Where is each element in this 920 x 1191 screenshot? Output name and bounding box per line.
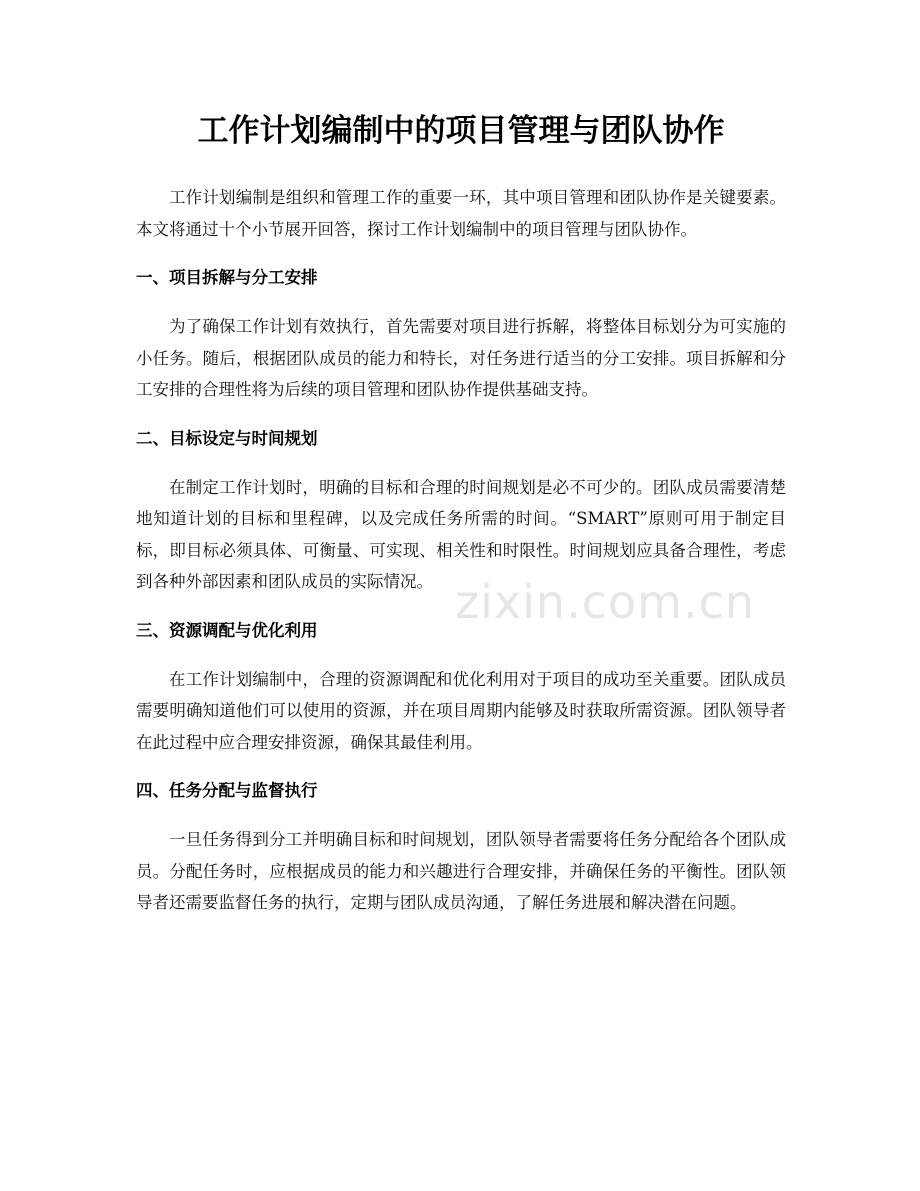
section-heading: 三、资源调配与优化利用 [136, 620, 318, 640]
intro-paragraph: 工作计划编制是组织和管理工作的重要一环，其中项目管理和团队协作是关键要素。本文将通过十个小节展开回答，探讨工作计划编制中的项目管理与团队协作。 [136, 188, 786, 239]
page-title: 工作计划编制中的项目管理与团队协作 [197, 113, 725, 149]
section-4 [136, 776, 786, 919]
section-paragraph: 为了确保工作计划有效执行，首先需要对项目进行拆解，将整体目标划分为可实施的小任务。随后，根据团队成员的能力和特长，对任务进行适当的分工安排。项目拆解和分工安排的合理性将为后续的项目管理和团队协作提供基础支持。 [136, 317, 786, 399]
section-2 [136, 424, 786, 598]
document-body [136, 108, 786, 919]
section-paragraph: 一旦任务得到分工并明确目标和时间规划，团队领导者需要将任务分配给各个团队成员。分配任务时，应根据成员的能力和兴趣进行合理安排，并确保任务的平衡性。团队领导者还需要监督任务的执行，定期与团队成员沟通，了解任务进展和解决潜在问题。 [136, 830, 786, 912]
section-heading: 一、项目拆解与分工安排 [136, 268, 318, 287]
section-paragraph: 在制定工作计划时，明确的目标和合理的时间规划是必不可少的。团队成员需要清楚地知道计划的目标和里程碑，以及完成任务所需的时间。“SMART”原则可用于制定目标，即目标必须具体、可衡量、可实现、相关性和时限性。时间规划应具备合理性，考虑到各种外部因素和团队成员的实际情况。 [136, 477, 786, 591]
watermark: zixin.com.cn [455, 575, 756, 629]
section-heading: 四、任务分配与监督执行 [136, 781, 318, 800]
section-1 [136, 263, 786, 406]
section-paragraph: 在工作计划编制中，合理的资源调配和优化利用对于项目的成功至关重要。团队成员需要明确知道他们可以使用的资源，并在项目周期内能够及时获取所需资源。团队领导者在此过程中应合理安排资源，确保其最佳利用。 [136, 669, 786, 752]
section-3 [136, 616, 786, 759]
section-heading: 二、目标设定与时间规划 [136, 428, 318, 448]
